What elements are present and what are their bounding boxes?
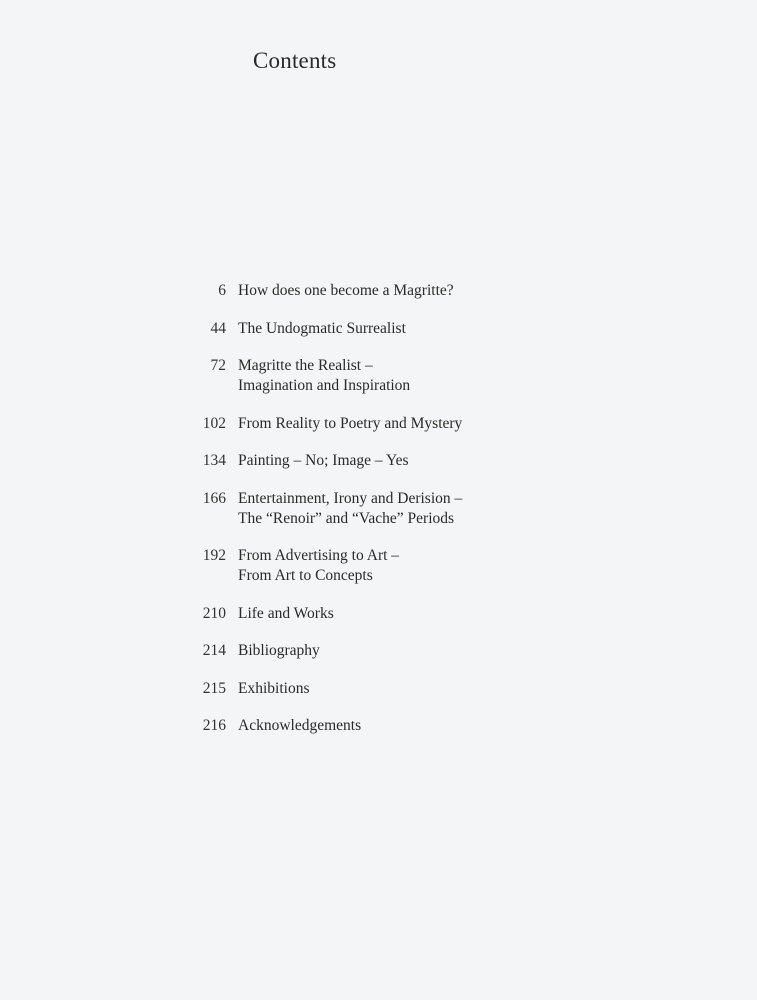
toc-title-line: The Undogmatic Surrealist bbox=[238, 319, 406, 337]
toc-entry bbox=[0, 356, 757, 396]
page-title: Contents bbox=[253, 48, 337, 73]
toc-entry bbox=[0, 414, 757, 434]
toc-entry bbox=[0, 604, 757, 624]
toc-page-number: 166 bbox=[202, 489, 226, 507]
toc-entry bbox=[0, 451, 757, 471]
toc-entry bbox=[0, 281, 757, 301]
toc-entry bbox=[0, 489, 757, 529]
toc-title bbox=[238, 281, 454, 301]
toc-page-number: 210 bbox=[202, 604, 226, 622]
toc-entry bbox=[0, 716, 757, 736]
toc-title-line: Entertainment, Irony and Derision – bbox=[238, 489, 463, 507]
toc-page-number: 134 bbox=[202, 452, 226, 469]
toc-entry bbox=[0, 546, 757, 586]
toc-page-number: 6 bbox=[218, 282, 226, 299]
toc-title bbox=[238, 489, 462, 529]
toc-entry bbox=[0, 319, 757, 339]
toc-title-line: From Art to Concepts bbox=[238, 567, 373, 584]
toc-title bbox=[238, 319, 406, 339]
toc-title bbox=[238, 356, 410, 396]
toc-page-number: 44 bbox=[210, 319, 226, 337]
toc-entry bbox=[0, 641, 757, 661]
toc-page-number: 215 bbox=[202, 679, 226, 697]
toc-title bbox=[238, 604, 334, 624]
toc-page-number: 192 bbox=[202, 547, 226, 564]
toc-title bbox=[238, 546, 399, 586]
toc-page-number: 72 bbox=[210, 357, 226, 374]
toc-page-number: 214 bbox=[202, 642, 226, 659]
toc-page-number: 216 bbox=[202, 717, 226, 734]
toc-title-line: Life and Works bbox=[238, 604, 334, 622]
toc-title bbox=[238, 679, 309, 699]
toc-title-line: Imagination and Inspiration bbox=[238, 377, 411, 394]
toc-title-line: Exhibitions bbox=[238, 679, 310, 697]
toc-page-number: 102 bbox=[202, 414, 226, 432]
toc-title bbox=[238, 414, 462, 434]
toc-title-line: Acknowledgements bbox=[238, 717, 362, 734]
toc-entry bbox=[0, 679, 757, 699]
toc-title-line: Magritte the Realist – bbox=[238, 357, 373, 374]
toc-title-line: The “Renoir” and “Vache” Periods bbox=[238, 509, 455, 527]
toc-title bbox=[238, 451, 409, 471]
toc-title-line: Painting – No; Image – Yes bbox=[238, 452, 409, 469]
toc-title-line: From Advertising to Art – bbox=[238, 547, 400, 564]
toc-title-line: How does one become a Magritte? bbox=[238, 282, 454, 299]
toc-title bbox=[238, 641, 320, 661]
toc-title bbox=[238, 716, 361, 736]
toc-title-line: From Reality to Poetry and Mystery bbox=[238, 414, 463, 432]
toc-title-line: Bibliography bbox=[238, 642, 320, 659]
table-of-contents bbox=[0, 281, 757, 754]
